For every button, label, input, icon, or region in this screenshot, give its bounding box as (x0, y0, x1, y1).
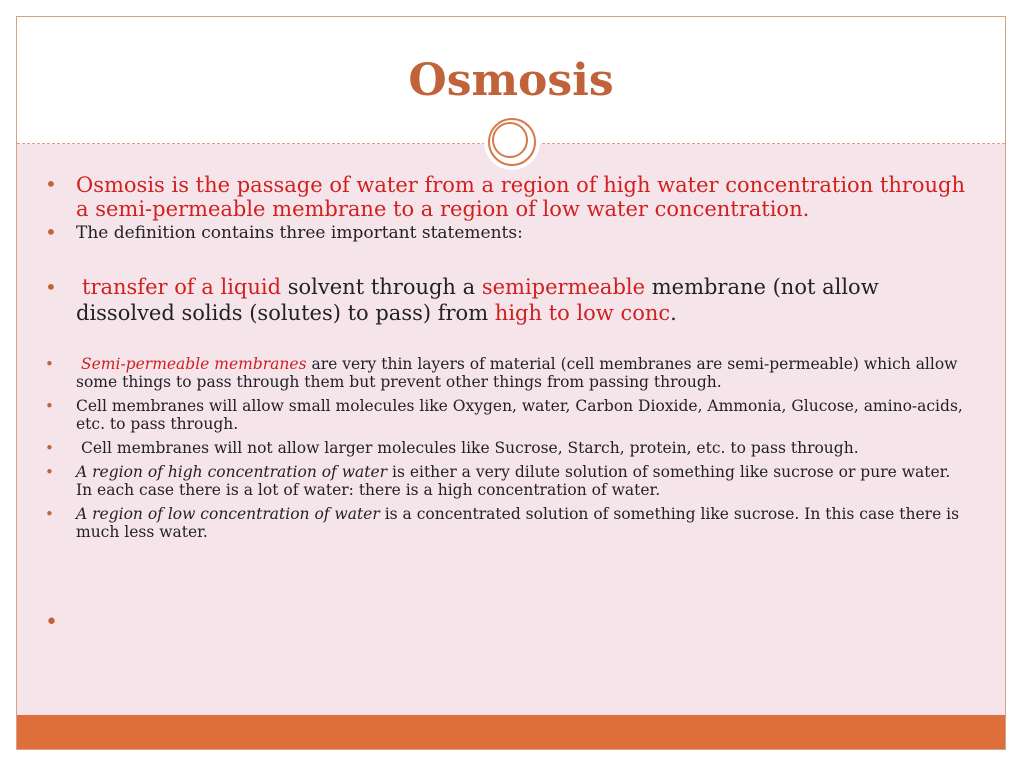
definition-note: The definition contains three important statements: (76, 223, 523, 243)
list-item (45, 505, 965, 541)
bullet-icon: • (45, 505, 54, 523)
slide-title: Osmosis (408, 55, 614, 106)
large-molecules-text: Cell membranes will not allow larger molecules like Sucrose, Starch, protein, etc. to pass through. (81, 439, 859, 457)
low-concentration-explanation: is a concentrated solution of something like sucrose. In this case there is much less water. (76, 505, 960, 541)
slide (16, 16, 1006, 750)
list-item (45, 397, 965, 433)
bullet-icon: • (45, 355, 54, 373)
small-molecules-text: Cell membranes will allow small molecules like Oxygen, water, Carbon Dioxide, Ammonia, Glucose, amino-acids, etc. to pass through. (76, 397, 963, 433)
footer-bar (17, 715, 1005, 749)
list-item (45, 274, 965, 326)
membrane-phrase: membrane (not allow dissolved solids (solutes) to pass) from (76, 275, 879, 325)
ornament-inner-ring (492, 122, 528, 158)
osmosis-definition: Osmosis is the passage of water from a region of high water concentration through a semi-permeable membrane to a region of low water concentration. (76, 173, 966, 221)
bullet-icon: • (45, 439, 54, 457)
high-to-low-phrase: high to low conc (494, 301, 671, 325)
list-item (45, 173, 965, 221)
bullet-icon: • (45, 463, 54, 481)
bullet-icon: • (45, 610, 58, 635)
semi-permeable-explanation: are very thin layers of material (cell membranes are semi-permeable) which allow some things to pass through them but prevent other things from passing through. (76, 355, 958, 391)
low-concentration-term: A region of low concentration of water (76, 505, 380, 523)
transfer-phrase: transfer of a liquid (82, 275, 282, 299)
list-item (45, 355, 965, 391)
high-concentration-term: A region of high concentration of water (76, 463, 388, 481)
bullet-icon: • (45, 220, 57, 244)
semipermeable-word: semipermeable (481, 275, 646, 299)
bullet-list (45, 173, 965, 634)
high-concentration-explanation: is either a very dilute solution of something like sucrose or pure water. In each case there is a lot of water: there is a high concentration of water. (76, 463, 951, 499)
circle-ornament-icon (484, 114, 540, 170)
semi-permeable-membranes-term: Semi-permeable membranes (81, 355, 307, 373)
list-item (45, 463, 965, 499)
period: . (670, 301, 677, 325)
bullet-icon: • (45, 397, 54, 415)
bullet-icon: • (45, 275, 57, 299)
empty-list-item (45, 610, 965, 634)
list-item (45, 439, 965, 457)
list-item (45, 220, 965, 244)
bullet-icon: • (45, 172, 57, 196)
solvent-phrase: solvent through a (287, 275, 476, 299)
